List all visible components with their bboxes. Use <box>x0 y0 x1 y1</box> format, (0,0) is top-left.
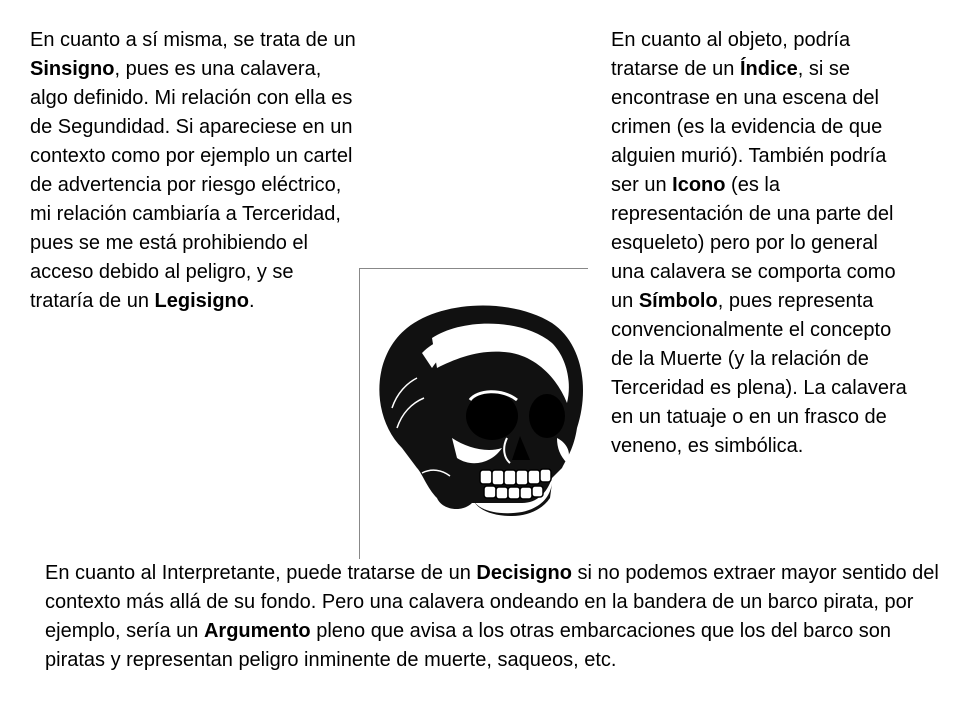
right-text-block <box>611 26 911 461</box>
left-text-part: . <box>248 290 255 312</box>
right-text-part: , si se encontrase en una escena del crimen (es la evidencia de que alguien murió). También podría ser un <box>611 58 887 196</box>
bottom-text-block <box>45 559 940 675</box>
argumento-term: Argumento <box>203 620 311 642</box>
left-text-block <box>30 26 360 316</box>
right-text-part: En cuanto al objeto, podría tratarse de un <box>611 29 851 80</box>
icono-term: Icono <box>672 174 726 196</box>
bottom-text-part: si no podemos extraer mayor sentido del contexto más allá de su fondo. Pero una calavera ondeando en la bandera de un barco pirata, por ejemplo, sería un <box>45 562 939 642</box>
indice-term: Índice <box>739 58 798 80</box>
simbolo-term: Símbolo <box>638 290 718 312</box>
decisigno-term: Decisigno <box>476 562 572 584</box>
bottom-text-part: En cuanto al Interpretante, puede tratarse de un <box>45 562 477 584</box>
legisigno-term: Legisigno <box>154 290 249 312</box>
bottom-paragraph <box>45 559 940 675</box>
left-text-part: , pues es una calavera, algo definido. Mi relación con ella es de Segundidad. Si apareciese en un contexto como por ejemplo un cartel de advertencia por riesgo eléctrico, mi relación cambiaría a Terceridad, pues se me está prohibiendo el acceso debido al peligro, y se trataría de un <box>30 58 353 312</box>
right-paragraph <box>611 26 911 461</box>
skull-illustration-icon <box>362 298 592 518</box>
sinsigno-term: Sinsigno <box>30 58 115 80</box>
right-text-part: (es la representación de una parte del esqueleto) pero por lo general una calavera se comporta como un <box>611 174 896 312</box>
right-text-part: , pues representa convencionalmente el concepto de la Muerte (y la relación de Terceridad es plena). La calavera en un tatuaje o en un frasco de veneno, es simbólica. <box>611 290 907 457</box>
left-paragraph <box>30 26 360 316</box>
left-text-part: En cuanto a sí misma, se trata de un <box>30 29 356 51</box>
bottom-text-part: pleno que avisa a los otras embarcaciones que los del barco son piratas y representan peligro inminente de muerte, saqueos, etc. <box>45 620 892 671</box>
